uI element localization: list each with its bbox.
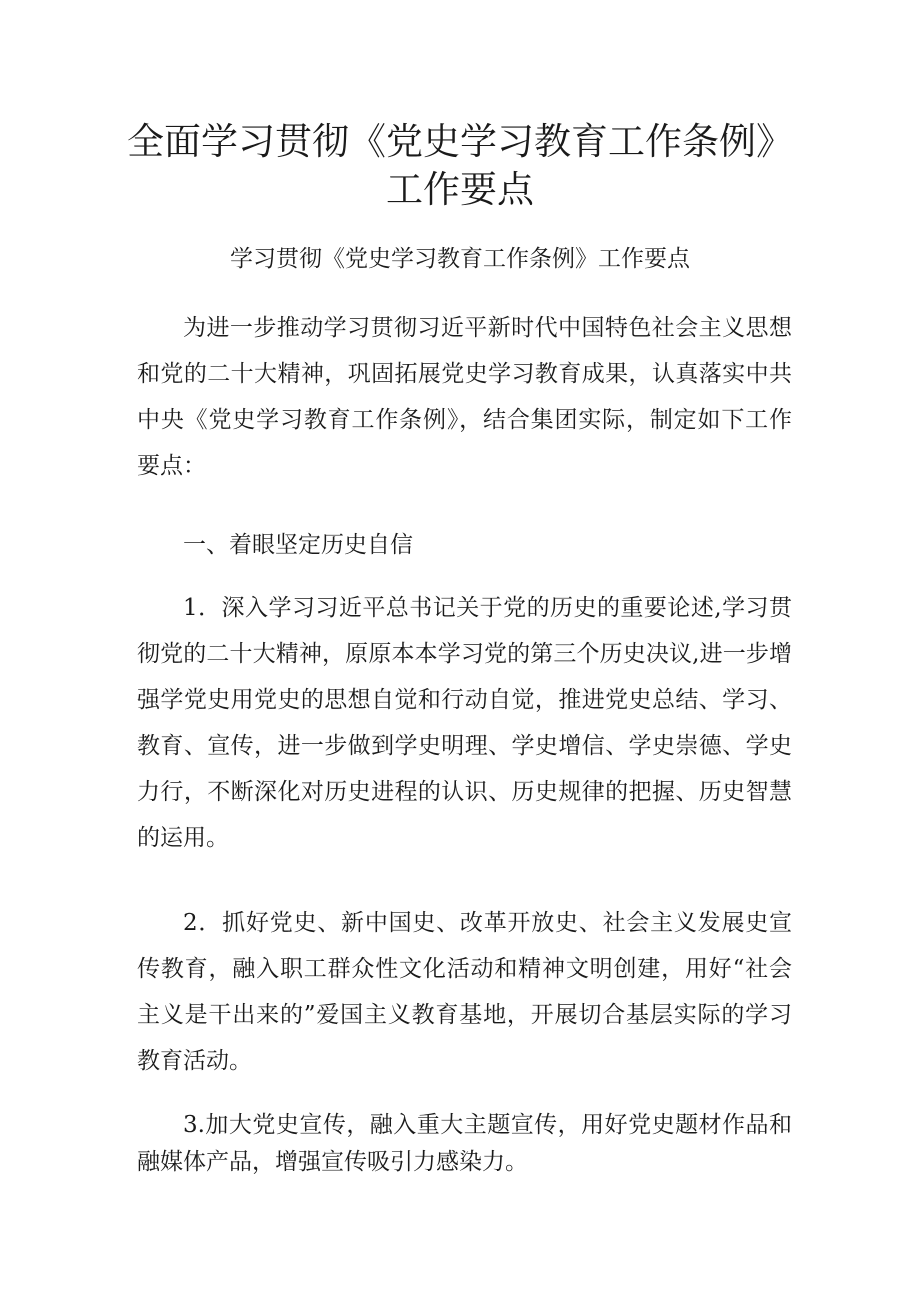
intro-paragraph: 为进一步推动学习贯彻习近平新时代中国特色社会主义思想和党的二十大精神，巩固拓展党史学习教育成果，认真落实中共中央《党史学习教育工作条例》，结合集团实际，制定如下工作要点： bbox=[137, 315, 792, 479]
item-paragraph-1: 1．深入学习习近平总书记关于党的历史的重要论述,学习贯彻党的二十大精神，原原本本学习党的第三个历史决议,进一步增强学党史用党史的思想自觉和行动自觉，推进党史总结、学习、教育、宣传，进一步做到学史明理、学史增信、学史崇德、学史力行，不断深化对历史进程的认识、历史规律的把握、历史智慧的运用。 bbox=[137, 595, 792, 851]
item-paragraph-3: 3.加大党史宣传，融入重大主题宣传，用好党史题材作品和融媒体产品，增强宣传吸引力感染力。 bbox=[137, 1112, 792, 1175]
document-title: 全面学习贯彻《党史学习教育工作条例》工作要点 bbox=[127, 120, 793, 211]
item-paragraph-2: 2．抓好党史、新中国史、改革开放史、社会主义发展史宣传教育，融入职工群众性文化活动和精神文明创建，用好“社会主义是干出来的”爱国主义教育基地，开展切合基层实际的学习教育活动。 bbox=[137, 910, 792, 1074]
section-heading-1: 一、着眼坚定历史自信 bbox=[183, 532, 413, 558]
document-subtitle: 学习贯彻《党史学习教育工作条例》工作要点 bbox=[230, 246, 690, 272]
